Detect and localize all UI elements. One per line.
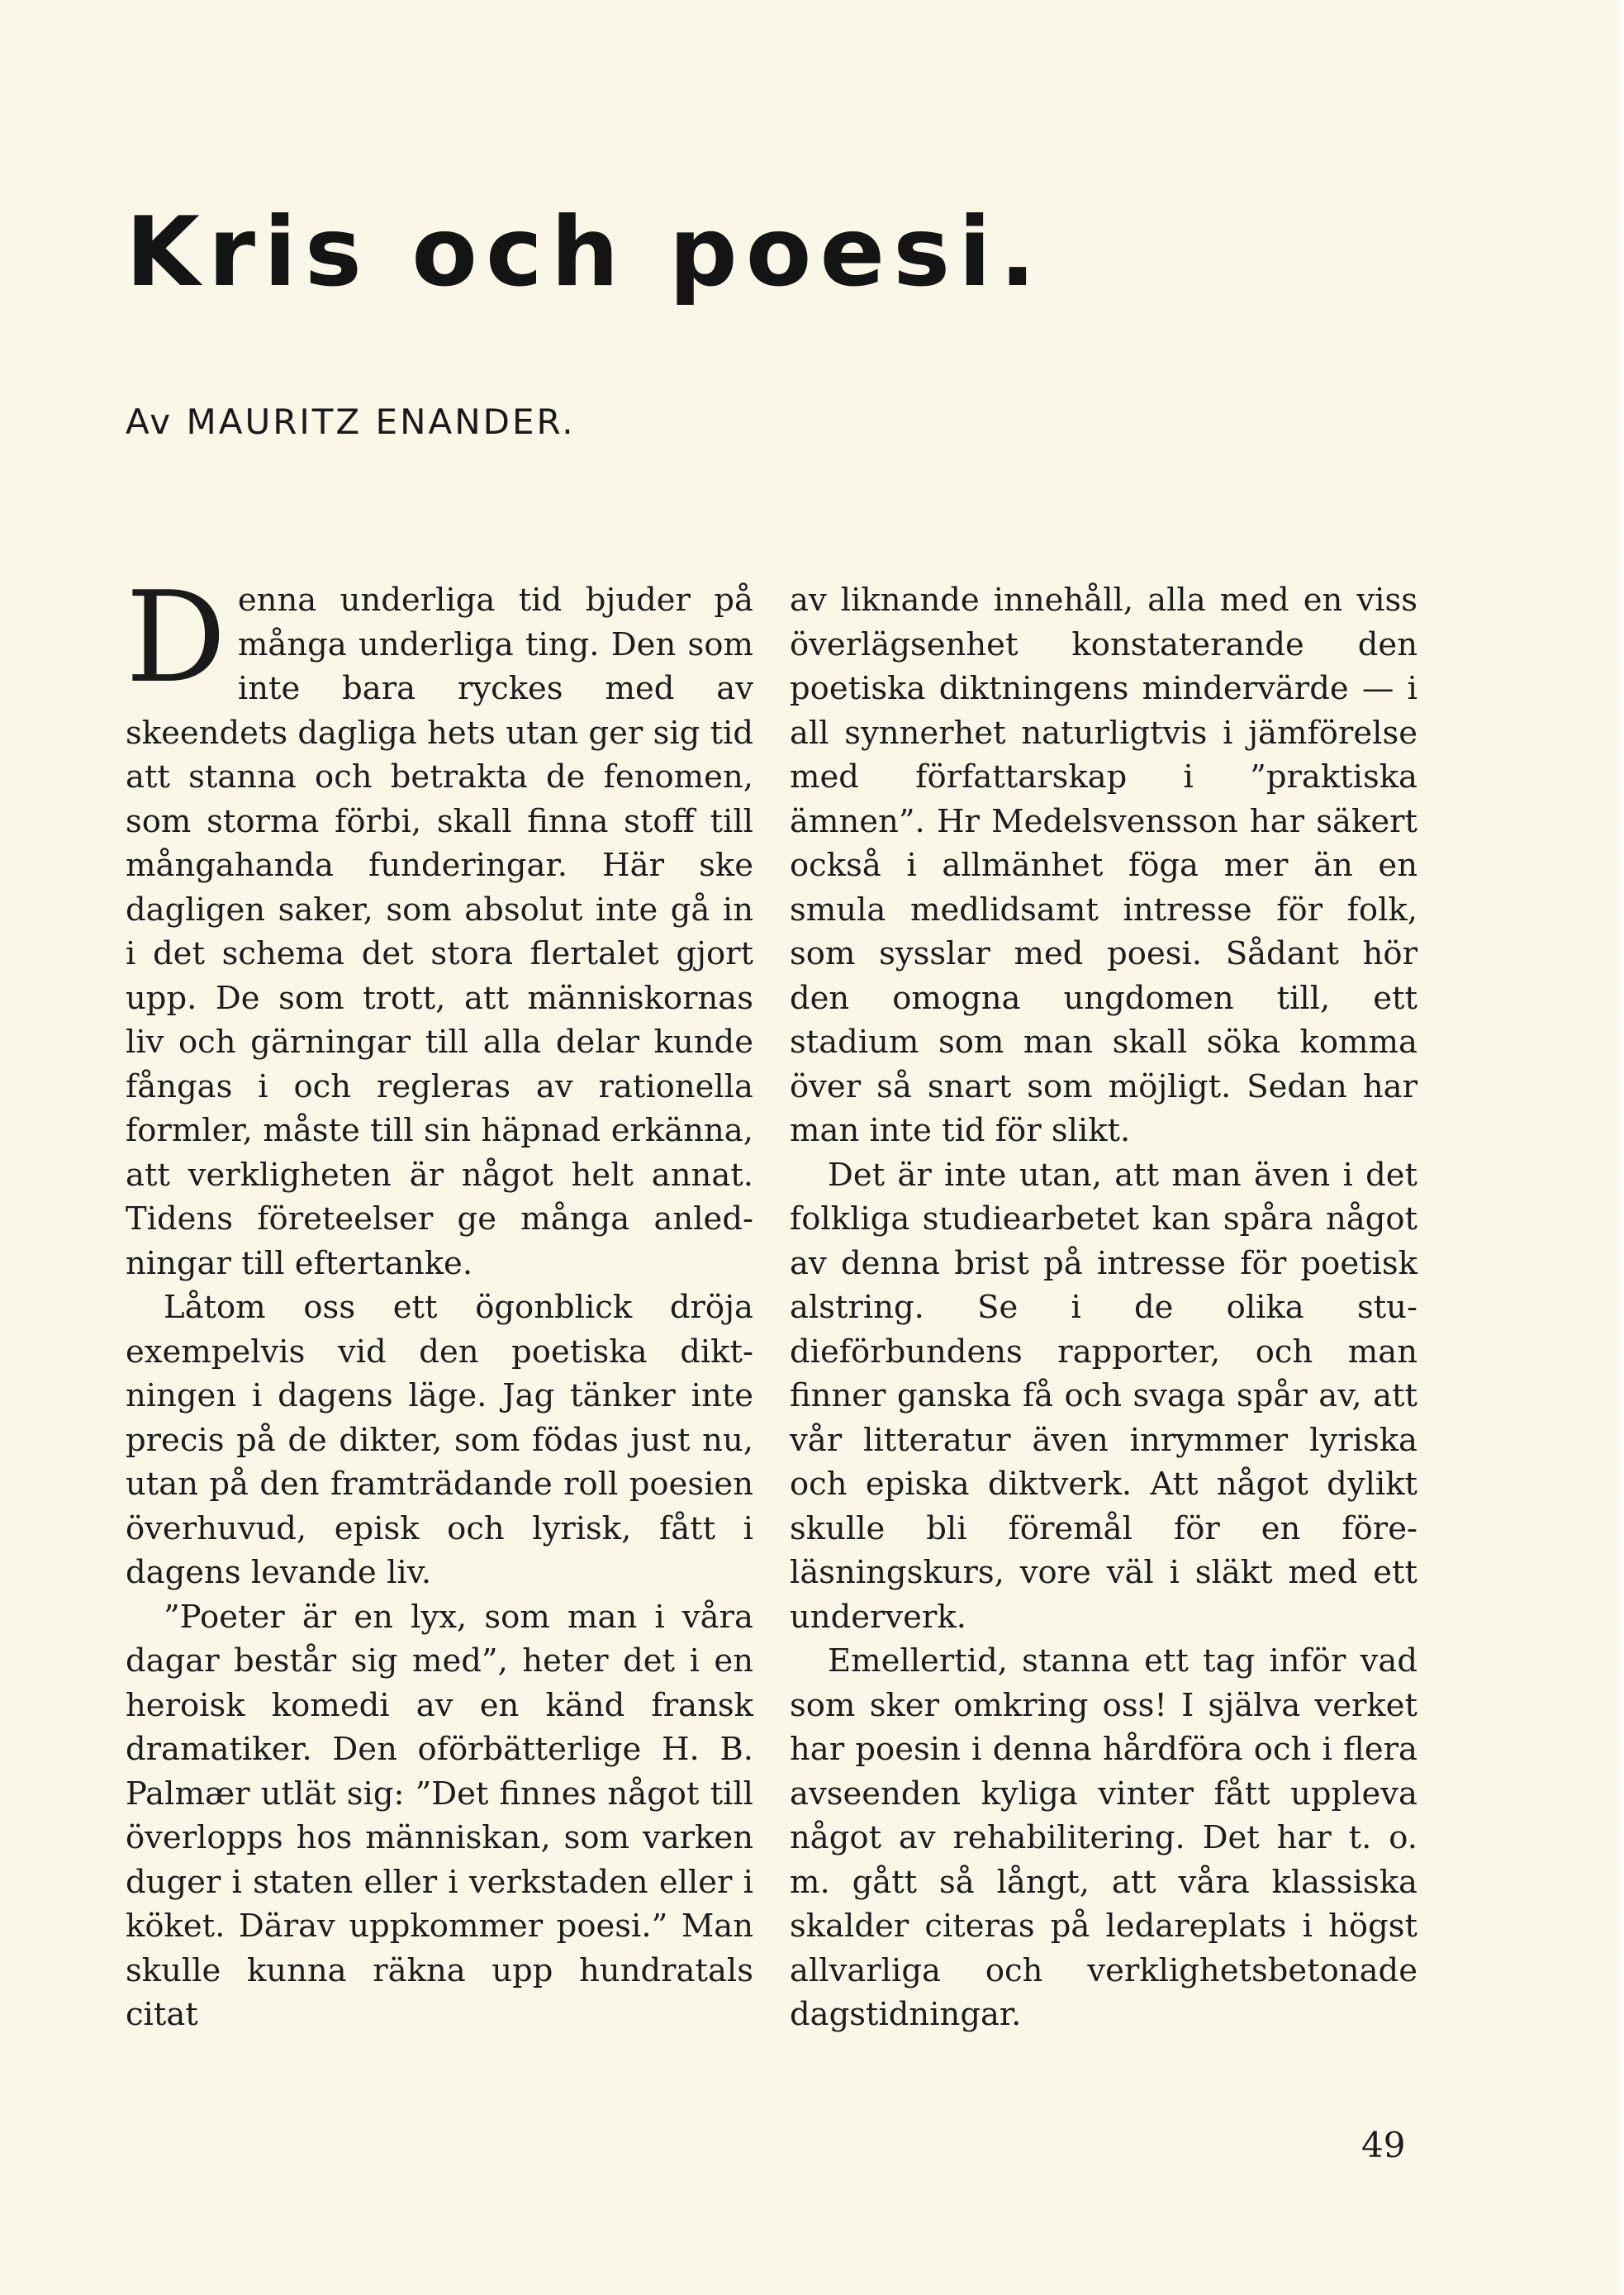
drop-cap: D xyxy=(126,564,226,710)
byline xyxy=(126,402,576,442)
left-column xyxy=(126,564,753,2037)
paragraph-3-continued: av liknande innehåll, alla med en viss överlägsenhet konstaterande den poetiska diktningens mindervärde — i all synnerhet naturligtvis i jämförelse med författarskap i ”praktiska ämnen”. Hr Medelsvensson har säkert också i allmänhet föga mer än en smula medlidsamt intresse för folk, som sysslar med poesi. Sådant hör den omogna ungdomen till, ett stadium som man skall söka komma över så snart som möjligt. Sedan har man inte tid för slikt. xyxy=(790,582,1417,1149)
right-column xyxy=(790,578,1417,2037)
paragraph-1 xyxy=(126,564,753,1285)
page-edge xyxy=(1616,0,1624,2295)
paragraph-2: Låtom oss ett ögonblick dröja exempelvis vid den poetiska diktningen i dagens läge. Jag tänker inte precis på de dikter, som födas just nu, utan på den framträdande roll poesien överhuvud, episk och lyrisk, fått i dagens levande liv. xyxy=(126,1289,753,1591)
article-title: Kris och poesi. xyxy=(126,197,1044,308)
byline-prefix: Av xyxy=(126,402,173,442)
paragraph-3: ”Poeter är en lyx, som man i våra dagar består sig med”, heter det i en heroisk komedi av en känd fransk dramatiker. Den oförbätterlige H. B. Palmær utlät sig: ”Det finnes något till överlopps hos människan, som varken duger i staten eller i verkstaden eller i köket. Därav uppkommer poesi.” Man skulle kunna räkna upp hundratals citat xyxy=(126,1598,753,2033)
byline-author: MAURITZ ENANDER. xyxy=(186,402,576,442)
paragraph-4: Det är inte utan, att man även i det folkliga studiearbetet kan spåra något av denna brist på intresse för poetisk alstring. Se i de olika studieförbundens rapporter, och man finner ganska få och svaga spår av, att vår litteratur även inrymmer lyriska och episka diktverk. Att något dylikt skulle bli föremål för en föreläsningskurs, vore väl i släkt med ett underverk. xyxy=(790,1156,1417,1636)
paragraph-5: Emellertid, stanna ett tag inför vad som sker omkring oss! I själva verket har poesin i denna hårdföra och i flera avseenden kyliga vinter fått uppleva något av rehabilitering. Det har t. o. m. gått så långt, att våra klassiska skalder citeras på ledareplats i högst allvarliga och verklighetsbetonade dagstidningar. xyxy=(790,1642,1417,2033)
page-number: 49 xyxy=(1361,2125,1406,2165)
paragraph-1-text: enna underliga tid bjuder på många underliga ting. Den som inte bara ryckes med av skeendets dagliga hets utan ger sig tid att stanna och betrakta de fenomen, som storma förbi, skall finna stoff till mångahanda funderingar. Här ske dagligen saker, som absolut inte gå in i det schema det stora flertalet gjort upp. De som trott, att människornas liv och gärningar till alla delar kunde fångas i och regleras av rationella formler, måste till sin häpnad erkänna, att verkligheten är något helt annat. Tidens företeelser ge många anledningar till eftertanke. xyxy=(126,582,753,1282)
